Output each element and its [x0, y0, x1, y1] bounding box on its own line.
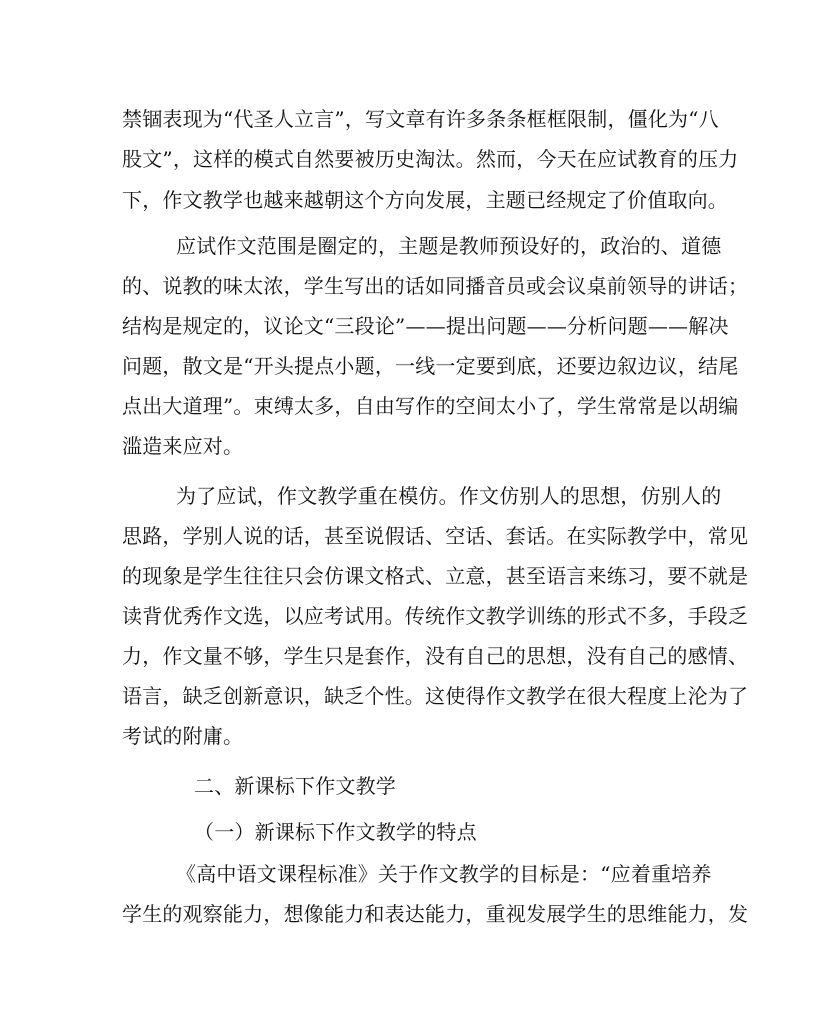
paragraph-line-15: 语言，缺乏创新意识，缺乏个性。这使得作文教学在很大程度上沦为了	[122, 684, 749, 708]
paragraph-line-3: 下，作文教学也越来越朝这个方向发展，主题已经规定了价值取向。	[122, 188, 728, 212]
paragraph-line-2: 股文”，这样的模式自然要被历史淘汰。然而，今天在应试教育的压力	[122, 147, 739, 171]
paragraph-line-20: 学生的观察能力，想像能力和表达能力，重视发展学生的思维能力，发	[122, 902, 749, 926]
paragraph-line-16: 考试的附庸。	[122, 724, 244, 748]
paragraph-line-19: 《高中语文课程标准》关于作文教学的目标是：“应着重培养	[176, 862, 712, 886]
paragraph-line-6: 结构是规定的，议论文“三段论”——提出问题——分析问题——解决	[122, 314, 729, 338]
paragraph-line-1: 禁锢表现为“代圣人立言”，写文章有许多条条框框限制，僵化为“八	[122, 107, 719, 131]
paragraph-line-11: 思路，学别人说的话，甚至说假话、空话、套话。在实际教学中，常见	[122, 524, 749, 548]
paragraph-line-10: 为了应试，作文教学重在模仿。作文仿别人的思想，仿别人的	[176, 484, 722, 508]
paragraph-line-4: 应试作文范围是圈定的，主题是教师预设好的，政治的、道德	[176, 234, 722, 258]
paragraph-line-9: 滥造来应对。	[122, 434, 244, 458]
paragraph-line-12: 的现象是学生往往只会仿课文格式、立意，甚至语言来练习，要不就是	[122, 564, 749, 588]
paragraph-line-8: 点出大道理”。束缚太多，自由写作的空间太小了，学生常常是以胡编	[122, 394, 739, 418]
paragraph-line-7: 问题，散文是“开头提点小题，一线一定要到底，还要边叙边议，结尾	[122, 354, 739, 378]
paragraph-line-14: 力，作文量不够，学生只是套作，没有自己的思想，没有自己的感情、	[122, 644, 749, 668]
section-heading: 二、新课标下作文教学	[194, 774, 396, 798]
paragraph-line-5: 的、说教的味太浓，学生写出的话如同播音员或会议桌前领导的讲话；	[122, 274, 749, 298]
subsection-heading: （一）新课标下作文教学的特点	[194, 820, 477, 844]
paragraph-line-13: 读背优秀作文选，以应考试用。传统作文教学训练的形式不多，手段乏	[122, 604, 749, 628]
